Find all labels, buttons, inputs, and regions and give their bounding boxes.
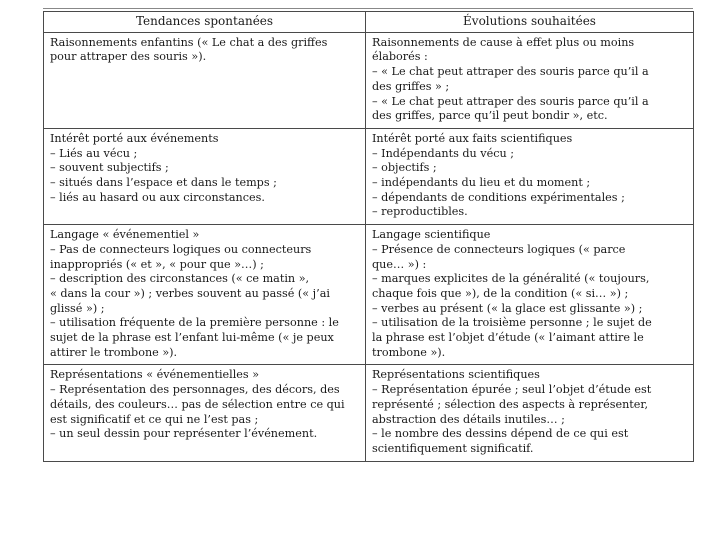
cell-text-line: – liés au hasard ou aux circonstances. [50,190,265,204]
cell-text-line: – marques explicites de la généralité (« toujours, [372,272,650,286]
cell-text-line: des griffes » ; [372,79,450,93]
cell-text-line: « dans la cour ») ; verbes souvent au passé (« j’ai [50,286,330,300]
cell-text-line: – reproductibles. [372,205,468,219]
cell-title: Langage « événementiel » [50,228,200,242]
cell-text-line: – dépendants de conditions expérimentales ; [372,190,625,204]
cell-text-line: abstraction des détails inutiles… ; [372,412,565,426]
cell-text-line: détails, des couleurs… pas de sélection entre ce qui [50,397,345,411]
table-row [44,32,694,128]
cell-text-line: – indépendants du lieu et du moment ; [372,176,591,190]
cell-text-line: – un seul dessin pour représenter l’événement. [50,427,318,441]
table-body [44,32,694,461]
table-cell-right [366,128,694,224]
table-cell-left [44,225,366,365]
cell-text-line: des griffes, parce qu’il peut bondir », etc. [372,109,608,123]
table-cell-right [366,225,694,365]
cell-text-line: – utilisation fréquente de la première personne : le [50,316,339,330]
top-rule [43,8,693,9]
table-row [44,225,694,365]
cell-title: Intérêt porté aux événements [50,131,219,145]
cell-text-line: – situés dans l’espace et dans le temps ; [50,176,277,190]
cell-text-line: scientifiquement significatif. [372,441,534,455]
cell-text-line: pour attraper des souris »). [50,50,207,64]
cell-text-line: élaborés : [372,50,428,64]
cell-title: Langage scientifique [372,228,491,242]
cell-text-line: – Présence de connecteurs logiques (« parce [372,242,626,256]
cell-text-line: – « Le chat peut attraper des souris parce qu’il a [372,94,649,108]
header-right: Évolutions souhaitées [366,12,694,33]
table-cell-right [366,365,694,461]
cell-text-line: – Pas de connecteurs logiques ou connecteurs [50,242,312,256]
cell-text-line: – Représentation des personnages, des décors, des [50,383,340,397]
table-cell-right [366,32,694,128]
cell-text-line: – verbes au présent (« la glace est glissante ») ; [372,301,643,315]
cell-text-line: – description des circonstances (« ce matin », [50,272,310,286]
table-cell-left [44,365,366,461]
cell-text-line: Raisonnements enfantins (« Le chat a des griffes [50,35,328,49]
cell-text-line: que… ») : [372,257,427,271]
cell-text-line: Raisonnements de cause à effet plus ou moins [372,35,635,49]
table-row [44,128,694,224]
cell-text-line: représenté ; sélection des aspects à représenter, [372,397,649,411]
table-cell-left [44,32,366,128]
cell-title: Représentations scientifiques [372,368,540,382]
cell-text-line: sujet de la phrase est l’enfant lui-même (« je peux [50,331,334,345]
cell-title: Représentations « événementielles » [50,368,260,382]
cell-text-line: la phrase est l’objet d’étude (« l’aimant attire le [372,331,644,345]
table-cell-left [44,128,366,224]
cell-text-line: – le nombre des dessins dépend de ce qui est [372,427,629,441]
cell-text-line: – Liés au vécu ; [50,146,138,160]
cell-text-line: – objectifs ; [372,161,437,175]
cell-text-line: – souvent subjectifs ; [50,161,169,175]
cell-text-line: glissé ») ; [50,301,105,315]
cell-text-line: – utilisation de la troisième personne ; le sujet de [372,316,652,330]
cell-title: Intérêt porté aux faits scientifiques [372,131,573,145]
table-row [44,365,694,461]
cell-text-line: est significatif et ce qui ne l’est pas ; [50,412,259,426]
header-left: Tendances spontanées [44,12,366,33]
comparison-table [43,11,694,462]
cell-text-line: chaque fois que »), de la condition (« si… ») ; [372,286,629,300]
cell-text-line: – Représentation épurée ; seul l’objet d’étude est [372,383,652,397]
header-row [44,12,694,33]
cell-text-line: – « Le chat peut attraper des souris parce qu’il a [372,65,649,79]
cell-text-line: inappropriés (« et », « pour que »…) ; [50,257,264,271]
cell-text-line: attirer le trombone »). [50,345,178,359]
cell-text-line: – Indépendants du vécu ; [372,146,515,160]
cell-text-line: trombone »). [372,345,446,359]
